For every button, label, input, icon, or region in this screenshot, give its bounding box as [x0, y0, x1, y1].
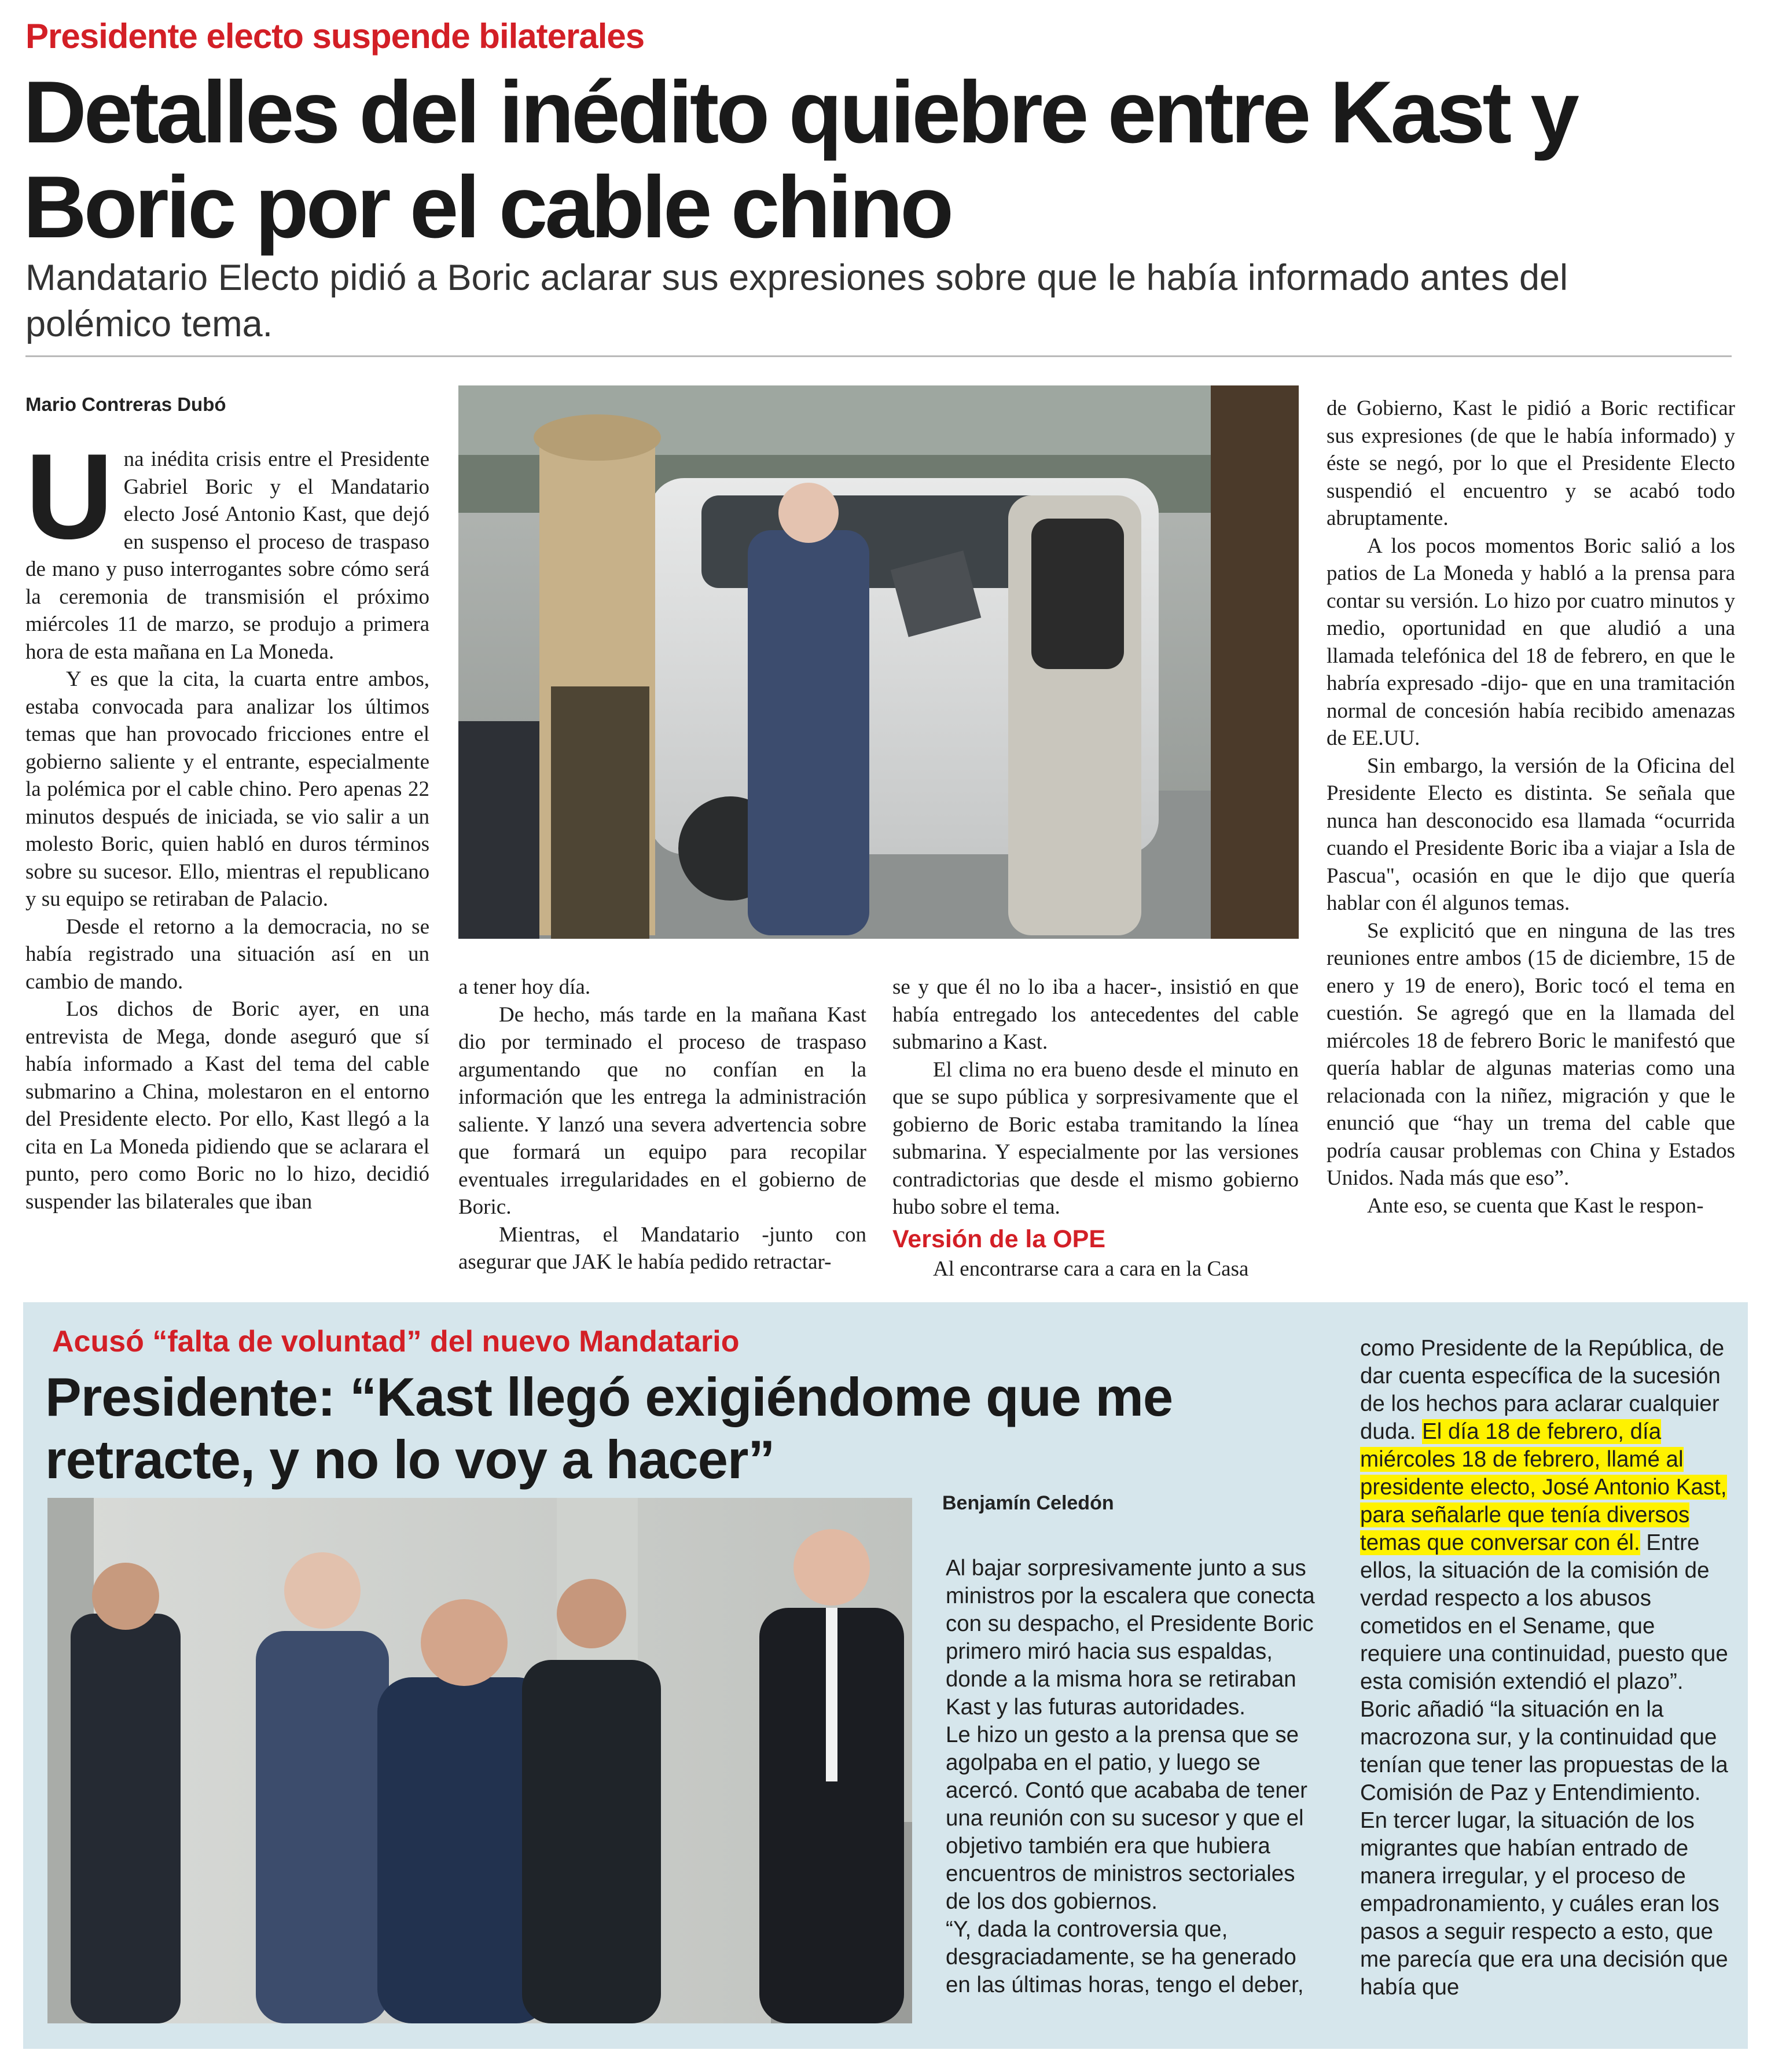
paragraph: Ante eso, se cuenta que Kast le respon-: [1367, 1193, 1704, 1218]
dropcap: U: [25, 428, 113, 564]
paragraph: [1360, 1335, 1730, 1696]
sidebar-photo: [47, 1498, 912, 2023]
sidebar-headline: Presidente: “Kast llegó exigiéndome que me retracte, y no lo voy a hacer”: [45, 1366, 1173, 1490]
paragraph: Y es que la cita, la cuarta entre ambos, estaba convocada para analizar los últimos temas que han provocado fricciones entre el gobierno saliente y el entrante, especialmente la polémica por el cable chino. Pero apenas 22 minutos después de iniciada, se vio salir a un molesto Boric, quien habló en duros términos sobre su sucesor. Ello, mientras el republicano y su equipo se retiraban de Palacio.: [25, 667, 429, 911]
highlighted-quote: El día 18 de febrero, día miércoles 18 de febrero, llamé al presidente electo, José Antonio Kast, para señalarle que tenía diversos temas que conversar con él.: [1360, 1419, 1727, 1555]
paragraph: Al encontrarse cara a cara en la Casa: [933, 1257, 1249, 1281]
paragraph: de Gobierno, Kast le pidió a Boric rectificar sus expresiones (de que le había informado) y éste se negó, por lo que el Presidente Electo suspendió el encuentro y se acabó todo abruptamente.: [1327, 396, 1735, 530]
article-column-2: [458, 973, 866, 1276]
main-photo: [458, 385, 1299, 939]
paragraph: se y que él no lo iba a hacer-, insistió en que había entregado los antecedentes del cable submarino a Kast.: [892, 975, 1299, 1054]
article-column-1: [25, 428, 429, 1215]
article-byline: Mario Contreras Dubó: [25, 394, 226, 415]
paragraph: a tener hoy día.: [458, 975, 591, 999]
paragraph: Mientras, el Mandatario -junto con asegurar que JAK le había pedido retractar-: [458, 1222, 866, 1274]
paragraph: Al bajar sorpresivamente junto a sus ministros por la escalera que conecta con su despacho, el Presidente Boric primero miró hacia sus espaldas, donde a la misma hora se retiraban Kast y las futuras autoridades.: [946, 1556, 1315, 1720]
paragraph: Los dichos de Boric ayer, en una entrevista de Mega, donde aseguró que sí había informado a Kast del tema del cable submarino a China, molestaron en el entorno del Presidente electo. Por ello, Kast llegó a la cita en La Moneda pidiendo que se aclarara el punto, pero como Boric no lo hizo, decidió suspender las bilaterales que iban: [25, 997, 429, 1214]
paragraph: A los pocos momentos Boric salió a los patios de La Moneda y habló a la prensa para contar su versión. Lo hizo por cuatro minutos y medio, oportunidad en que aludió a una llamada telefónica del 18 de febrero, en que le habría expresado -dijo- que en una tramitación normal de concesión había recibido amenazas de EE.UU.: [1327, 534, 1735, 750]
paragraph: Le hizo un gesto a la prensa que se agolpaba en el patio, y luego se acercó. Contó que acababa de tener una reunión con su sucesor y que el objetivo también era que hubiera encuentros de ministros sectoriales de los dos gobiernos.: [946, 1722, 1308, 1914]
paragraph: Sin embargo, la versión de la Oficina del Presidente Electo es distinta. Se señala que nunca han desconocido esa llamada “ocurrida cuando el Presidente Boric iba a viajar a Isla de Pascua", ocasión en que le dijo que quería hablar con él algunos temas.: [1327, 754, 1735, 915]
paragraph: Desde el retorno a la democracia, no se había registrado una situación así en un cambio de mando.: [25, 914, 429, 994]
sidebar-column-1: [946, 1555, 1322, 1999]
sidebar-kicker: Acusó “falta de voluntad” del nuevo Mandatario: [52, 1325, 740, 1358]
article-column-3: [892, 973, 1299, 1283]
paragraph-tail: Entre ellos, la situación de la comisión de verdad respecto a los abusos cometidos en el Sename, que requiere una continuidad, puesto que esta comisión extendió el plazo”.: [1360, 1530, 1728, 1694]
paragraph: De hecho, más tarde en la mañana Kast dio por terminado el proceso de traspaso argumentando que no confían en la información que les entrega la administración saliente. Y lanzó una severa advertencia sobre que formará un equipo para recopilar eventuales irregularidades en el gobierno de Boric.: [458, 1002, 866, 1219]
paragraph: na inédita crisis entre el Presidente Gabriel Boric y el Mandatario electo José Antonio Kast, que dejó en suspenso el proceso de traspaso de mano y puso interrogantes sobre cómo será la ceremonia de transmisión el próximo miércoles 11 de marzo, se produjo a primera hora de esta mañana en La Moneda.: [25, 447, 429, 664]
divider: [25, 355, 1732, 357]
sidebar-byline: Benjamín Celedón: [942, 1492, 1114, 1514]
paragraph: Se explicitó que en ninguna de las tres reuniones entre ambos (15 de diciembre, 15 de enero y 19 de enero), Boric tocó el tema en cuestión. Se agregó que en la llamada del miércoles 18 de febrero Boric le manifestó que quería hablar de algunas materias como una relacionada con la niñez, migración y que le enunció que “hay un trema del cable que podría causar problemas con China y Estados Unidos. Nada más que eso”.: [1327, 919, 1735, 1190]
sidebar-column-2: [1360, 1335, 1730, 2001]
paragraph: “Y, dada la controversia que, desgraciadamente, se ha generado en las últimas horas, tengo el deber,: [946, 1917, 1304, 1997]
article-kicker: Presidente electo suspende bilaterales: [25, 17, 645, 56]
article-deck: Mandatario Electo pidió a Boric aclarar sus expresiones sobre que le había informado antes del polémico tema.: [25, 258, 1568, 344]
paragraph: El clima no era bueno desde el minuto en que se supo pública y sorpresivamente que el gobierno de Boric estaba tramitando la línea submarina. Y especialmente por las versiones contradictorias que desde el mismo gobierno hubo sobre el tema.: [892, 1057, 1299, 1219]
article-headline: Detalles del inédito quiebre entre Kast y Boric por el cable chino: [23, 63, 1577, 256]
paragraph: Boric añadió “la situación en la macrozona sur, y la continuidad que tenían que tener las propuestas de la Comisión de Paz y Entendimiento. En tercer lugar, la situación de los migrantes que habían entrado de manera irregular, y el proceso de empadronamiento, y cuáles eran los pasos a seguir respecto a esto, que me parecía que era una decisión que había que: [1360, 1697, 1728, 2000]
article-column-4: [1327, 395, 1735, 1219]
paragraph-lead: como Presidente de la República, de dar cuenta específica de la sucesión de los hechos para aclarar cualquier duda.: [1360, 1336, 1725, 1444]
section-subhead: Versión de la OPE: [892, 1225, 1106, 1253]
